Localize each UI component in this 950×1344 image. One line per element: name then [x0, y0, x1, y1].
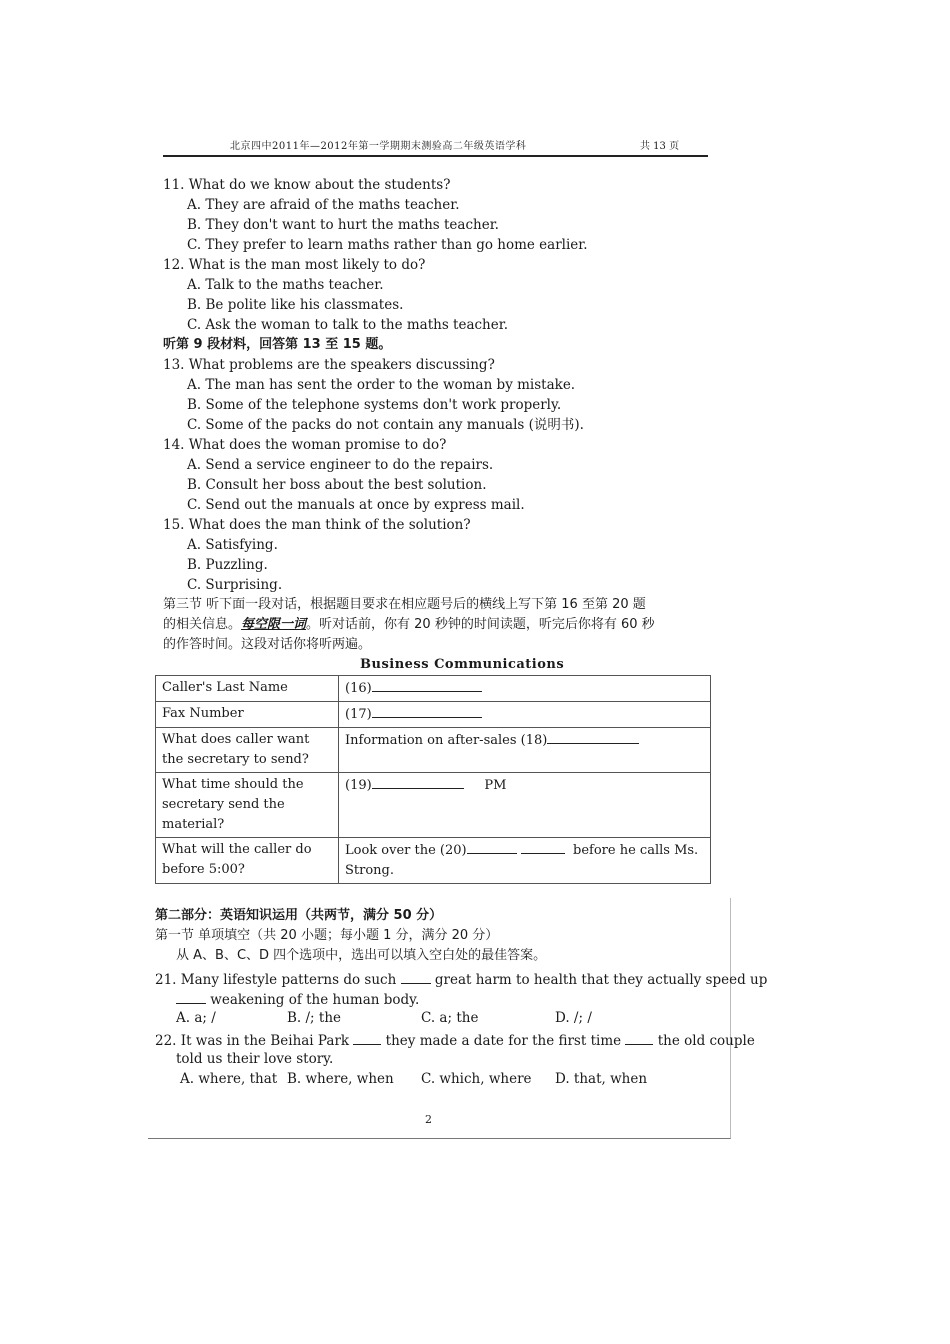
question-15-option-c: C. Surprising. [187, 577, 283, 593]
answer-blank-17[interactable] [372, 704, 482, 718]
table-title: Business Communications [360, 657, 565, 672]
question-14-option-c: C. Send out the manuals at once by express mail. [187, 497, 525, 513]
time-suffix: PM [484, 778, 507, 793]
table-row [156, 773, 711, 838]
question-14-option-b: B. Consult her boss about the best solution. [187, 477, 487, 493]
blank-number: (17) [345, 707, 372, 722]
question-22-line2: told us their love story. [176, 1051, 334, 1067]
answer-blank-19[interactable] [372, 775, 464, 789]
question-21-line2 [176, 990, 419, 1008]
question-22-option-d: D. that, when [555, 1071, 648, 1087]
answer-blank-16[interactable] [372, 678, 482, 692]
header-page-count: 共 13 页 [640, 141, 680, 152]
row-value [339, 728, 711, 773]
question-13-stem: 13. What problems are the speakers discussing? [163, 357, 495, 373]
section-instruction-9: 听第 9 段材料，回答第 13 至 15 题。 [163, 337, 392, 352]
section3-instruction-line2 [163, 617, 655, 633]
question-21-option-c: C. a; the [421, 1010, 479, 1026]
table-row [156, 838, 711, 884]
table-row [156, 702, 711, 728]
section3-instruction-line1: 第三节 听下面一段对话，根据题目要求在相应题号后的横线上写下第 16 至第 20 题 [163, 597, 646, 612]
question-12-option-a: A. Talk to the maths teacher. [187, 277, 384, 293]
row-suffix: before he calls Ms. Strong. [345, 843, 699, 878]
question-13-option-b: B. Some of the telephone systems don't work properly. [187, 397, 562, 413]
row-value [339, 676, 711, 702]
q22-text-b: they made a date for the first time [385, 1033, 622, 1049]
question-21-option-b: B. /; the [287, 1010, 341, 1026]
row-label: What time should the secretary send the material? [156, 773, 339, 838]
answer-blank-18[interactable] [547, 730, 639, 744]
q21-text-a: 21. Many lifestyle patterns do such [155, 972, 397, 988]
q22-text-a: 22. It was in the Beihai Park [155, 1033, 350, 1049]
section3-emphasis: 每空限一词 [241, 617, 307, 632]
part2-heading: 第二部分：英语知识运用（共两节，满分 50 分） [155, 908, 443, 923]
question-22-option-b: B. where, when [287, 1071, 394, 1087]
business-communications-table [155, 675, 711, 884]
blank-number: Information on after-sales (18) [345, 733, 548, 748]
question-11-option-b: B. They don't want to hurt the maths teacher. [187, 217, 499, 233]
question-22-line1 [155, 1031, 755, 1049]
blank-number: (16) [345, 681, 372, 696]
question-15-stem: 15. What does the man think of the solution? [163, 517, 471, 533]
section3-instruction-line3: 的作答时间。这段对话你将听两遍。 [163, 637, 372, 652]
answer-blank-20a[interactable] [467, 840, 517, 854]
part2-subheading: 第一节 单项填空（共 20 小题；每小题 1 分，满分 20 分） [155, 928, 499, 943]
question-21-line1 [155, 970, 767, 988]
question-11-stem: 11. What do we know about the students? [163, 177, 451, 193]
header-title: 北京四中2011年—2012年第一学期期末测验高二年级英语学科 [230, 141, 527, 152]
row-label: What will the caller do before 5:00? [156, 838, 339, 884]
part2-instruction: 从 A、B、C、D 四个选项中，选出可以填入空白处的最佳答案。 [176, 948, 547, 963]
row-label: What does caller want the secretary to send? [156, 728, 339, 773]
row-label: Fax Number [156, 702, 339, 728]
blank-number: Look over the (20) [345, 843, 467, 858]
answer-blank-21a[interactable] [401, 970, 431, 984]
answer-blank-22b[interactable] [625, 1031, 653, 1045]
row-label: Caller's Last Name [156, 676, 339, 702]
question-12-stem: 12. What is the man most likely to do? [163, 257, 426, 273]
header-rule [163, 155, 708, 157]
section3-text: 的相关信息。 [163, 617, 242, 632]
row-value [339, 838, 711, 884]
answer-blank-21b[interactable] [176, 990, 206, 1004]
question-15-option-b: B. Puzzling. [187, 557, 268, 573]
section3-text-cont: 。听对话前，你有 20 秒钟的时间读题，听完后你将有 60 秒 [306, 617, 655, 632]
q22-text-c: the old couple [657, 1033, 755, 1049]
table-row [156, 676, 711, 702]
q21-text-b: great harm to health that they actually speed up [434, 972, 768, 988]
question-12-option-c: C. Ask the woman to talk to the maths teacher. [187, 317, 509, 333]
question-14-option-a: A. Send a service engineer to do the repairs. [187, 457, 494, 473]
question-13-option-c: C. Some of the packs do not contain any manuals (说明书). [187, 417, 584, 433]
answer-blank-20b[interactable] [521, 840, 565, 854]
answer-blank-22a[interactable] [353, 1031, 381, 1045]
question-22-option-a: A. where, that [180, 1071, 278, 1087]
row-value [339, 773, 711, 838]
question-12-option-b: B. Be polite like his classmates. [187, 297, 404, 313]
question-11-option-c: C. They prefer to learn maths rather than go home earlier. [187, 237, 588, 253]
table-row [156, 728, 711, 773]
question-21-option-d: D. /; / [555, 1010, 592, 1026]
question-11-option-a: A. They are afraid of the maths teacher. [187, 197, 460, 213]
row-value [339, 702, 711, 728]
question-13-option-a: A. The man has sent the order to the woman by mistake. [187, 377, 576, 393]
blank-number: (19) [345, 778, 372, 793]
question-21-option-a: A. a; / [176, 1010, 216, 1026]
question-14-stem: 14. What does the woman promise to do? [163, 437, 447, 453]
question-22-option-c: C. which, where [421, 1071, 532, 1087]
q21-text-c: weakening of the human body. [210, 992, 420, 1008]
page-number: 2 [425, 1113, 432, 1126]
question-15-option-a: A. Satisfying. [187, 537, 278, 553]
